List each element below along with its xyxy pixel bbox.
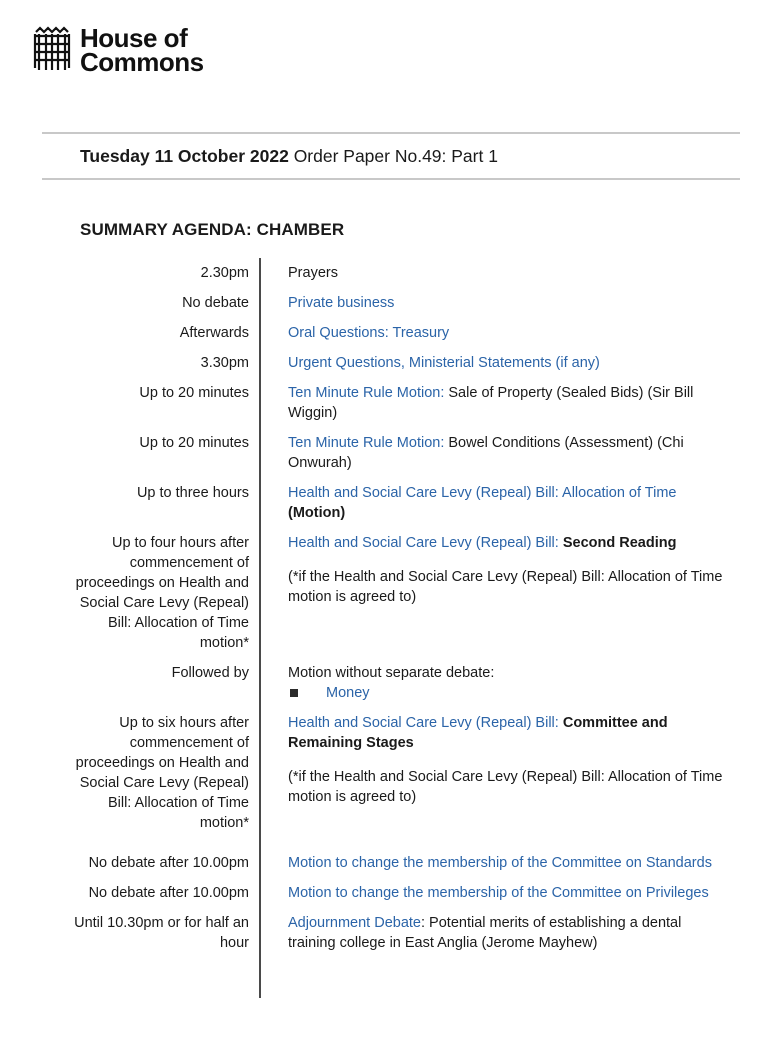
allocation-of-time-link[interactable]: Health and Social Care Levy (Repeal) Bill: Allocation of Time bbox=[288, 485, 677, 501]
top-rule bbox=[42, 132, 740, 134]
agenda-row bbox=[60, 483, 740, 523]
agenda-time: Up to six hours after commencement of proceedings on Health and Social Care Levy (Repeal) Bill: Allocation of Time motion* bbox=[75, 715, 249, 831]
agenda-row bbox=[60, 353, 740, 373]
urgent-questions-link[interactable]: Urgent Questions, Ministerial Statements (if any) bbox=[288, 355, 600, 371]
agenda-item bbox=[268, 353, 728, 373]
agenda-time: 2.30pm bbox=[200, 265, 249, 281]
agenda-row bbox=[60, 883, 740, 903]
page-title bbox=[80, 146, 498, 167]
ten-minute-rule-link[interactable]: Ten Minute Rule Motion: bbox=[288, 435, 445, 451]
ten-minute-rule-link[interactable]: Ten Minute Rule Motion: bbox=[288, 385, 445, 401]
standards-committee-link[interactable]: Motion to change the membership of the Committee on Standards bbox=[288, 855, 712, 871]
agenda-time: No debate after 10.00pm bbox=[88, 885, 249, 901]
agenda-row bbox=[60, 433, 740, 473]
bullet-item bbox=[288, 683, 728, 703]
portcullis-icon bbox=[32, 26, 72, 72]
agenda-item bbox=[268, 853, 728, 873]
agenda-time: Up to four hours after commencement of proceedings on Health and Social Care Levy (Repeal) Bill: Allocation of Time motion* bbox=[75, 535, 249, 651]
agenda-item: Ten Minute Rule Motion: Bowel Conditions (Assessment) (Chi Onwurah) bbox=[288, 435, 684, 471]
agenda-row bbox=[60, 663, 740, 703]
agenda-row bbox=[60, 913, 740, 953]
agenda-item: Health and Social Care Levy (Repeal) Bill: Committee and Remaining Stages (*if the Health and Social Care Levy (Repeal) Bill: Allocation of Time motion is agreed to) bbox=[268, 713, 728, 833]
agenda-time: Afterwards bbox=[179, 325, 249, 341]
agenda-row bbox=[60, 323, 740, 343]
paper-date: Tuesday 11 October 2022 bbox=[80, 146, 289, 166]
agenda-row bbox=[60, 383, 740, 423]
levy-bill-link[interactable]: Health and Social Care Levy (Repeal) Bill: bbox=[288, 535, 559, 551]
title-rule bbox=[42, 178, 740, 180]
agenda-time: Up to 20 minutes bbox=[139, 385, 249, 401]
privileges-committee-link[interactable]: Motion to change the membership of the Committee on Privileges bbox=[288, 885, 709, 901]
agenda-time: Followed by bbox=[171, 665, 249, 681]
agenda-time: Up to 20 minutes bbox=[139, 435, 249, 451]
section-heading: SUMMARY AGENDA: CHAMBER bbox=[80, 220, 345, 239]
house-of-commons-logo bbox=[32, 23, 204, 77]
square-bullet-icon bbox=[290, 689, 298, 697]
agenda-item bbox=[268, 323, 728, 343]
paper-number: Order Paper No.49: Part 1 bbox=[293, 146, 498, 166]
agenda-time: 3.30pm bbox=[200, 355, 249, 371]
agenda-table bbox=[60, 263, 740, 963]
agenda-item: Adjournment Debate: Potential merits of establishing a dental training college in East Anglia (Jerome Mayhew) bbox=[288, 915, 682, 951]
agenda-note: (*if the Health and Social Care Levy (Repeal) Bill: Allocation of Time motion is agreed to) bbox=[288, 769, 723, 805]
agenda-item bbox=[268, 883, 728, 903]
logo-wordmark: House of Commons bbox=[80, 23, 204, 77]
agenda-item: Health and Social Care Levy (Repeal) Bill: Allocation of Time (Motion) bbox=[288, 485, 677, 521]
agenda-row bbox=[60, 293, 740, 313]
agenda-row bbox=[60, 713, 740, 833]
private-business-link[interactable]: Private business bbox=[288, 295, 395, 311]
adjournment-debate-link[interactable]: Adjournment Debate bbox=[288, 915, 421, 931]
agenda-item bbox=[268, 293, 728, 313]
agenda-item: Motion without separate debate: Money bbox=[268, 663, 728, 703]
levy-bill-link[interactable]: Health and Social Care Levy (Repeal) Bill: bbox=[288, 715, 559, 731]
agenda-row bbox=[60, 853, 740, 873]
agenda-item: Health and Social Care Levy (Repeal) Bill: Second Reading (*if the Health and Social Care Levy (Repeal) Bill: Allocation of Time motion is agreed to) bbox=[268, 533, 728, 653]
agenda-time: No debate bbox=[182, 295, 249, 311]
agenda-row bbox=[60, 263, 740, 283]
agenda-note: (*if the Health and Social Care Levy (Repeal) Bill: Allocation of Time motion is agreed to) bbox=[288, 569, 723, 605]
agenda-time: Until 10.30pm or for half an hour bbox=[74, 915, 249, 951]
agenda-time: No debate after 10.00pm bbox=[88, 855, 249, 871]
oral-questions-link[interactable]: Oral Questions: Treasury bbox=[288, 325, 450, 341]
agenda-item: Ten Minute Rule Motion: Sale of Property (Sealed Bids) (Sir Bill Wiggin) bbox=[288, 385, 694, 421]
agenda-time: Up to three hours bbox=[136, 485, 249, 501]
agenda-item: Prayers bbox=[288, 265, 338, 281]
agenda-row bbox=[60, 533, 740, 653]
money-link[interactable]: Money bbox=[326, 685, 370, 701]
